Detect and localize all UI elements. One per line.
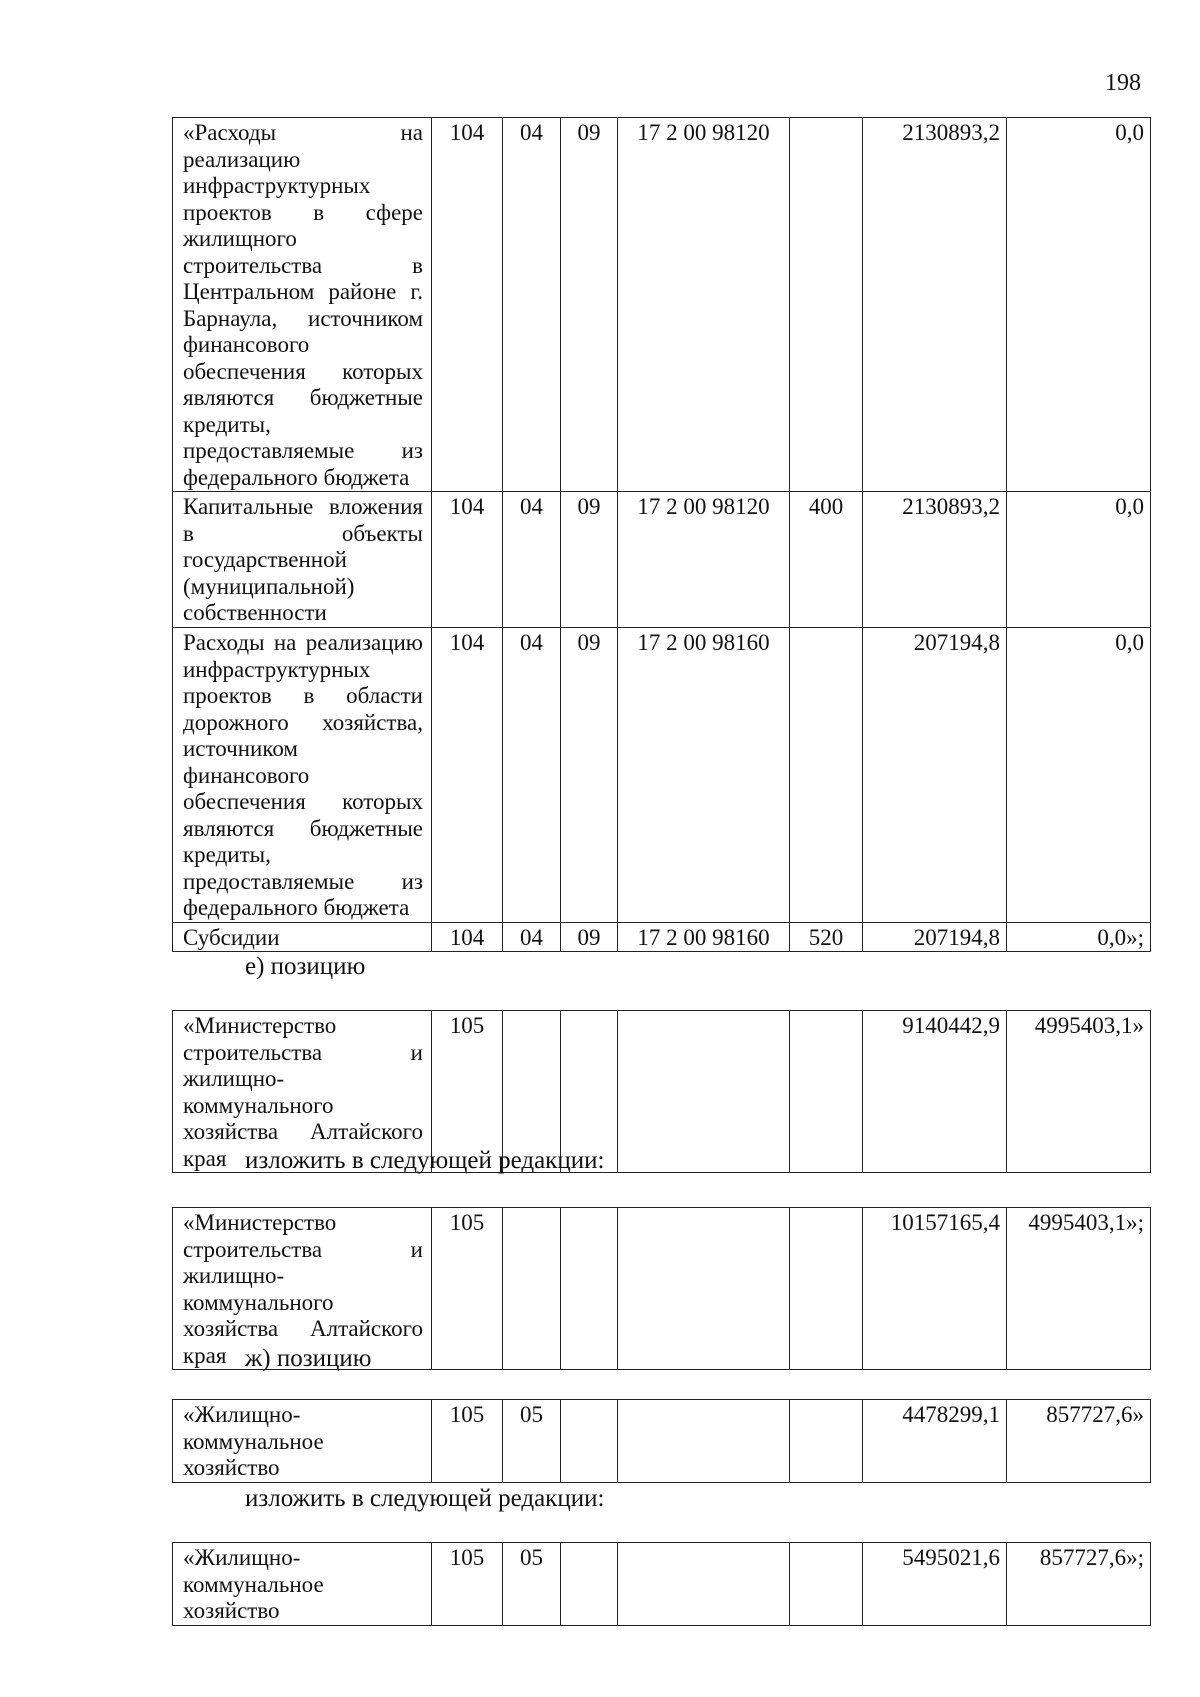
cell-subsection: 09 [561,492,618,628]
cell-amount-1: 4478299,1 [863,1400,1007,1483]
cell-expense-type [790,628,863,923]
cell-amount-2: 857727,6» [1007,1400,1151,1483]
cell-section: 04 [503,118,561,492]
cell-code: 104 [432,628,503,923]
cell-amount-1: 5495021,6 [863,1543,1007,1626]
cell-target-article: 17 2 00 98120 [618,492,790,628]
table-row [173,628,1151,923]
paragraph-position-zh: ж) позицию [245,1345,372,1372]
position-table-old-housing [172,1399,1151,1483]
paragraph-position-e: е) позицию [245,953,366,980]
cell-subsection [561,1400,618,1483]
cell-subsection: 09 [561,922,618,952]
cell-subsection [561,1543,618,1626]
row-name: Расходы на реализацию инфраструктурных проектов в области дорожного хозяйства, источником финансового обеспечения которых являются бюджетные кредиты, предоставляемые из федерального бюджета [173,628,432,923]
cell-expense-type [790,118,863,492]
cell-code: 105 [432,1543,503,1626]
cell-expense-type [790,1543,863,1626]
cell-target-article: 17 2 00 98160 [618,628,790,923]
cell-amount-1: 9140442,9 [863,1011,1007,1173]
table-row [173,1543,1151,1626]
cell-expense-type: 520 [790,922,863,952]
cell-section: 04 [503,492,561,628]
cell-section: 04 [503,628,561,923]
cell-target-article [618,1208,790,1370]
cell-amount-1: 2130893,2 [863,492,1007,628]
cell-amount-2: 857727,6»; [1007,1543,1151,1626]
cell-section: 05 [503,1543,561,1626]
cell-amount-2: 0,0»; [1007,922,1151,952]
paragraph-restate-2: изложить в следующей редакции: [245,1485,605,1512]
row-name: «Министерство строительства и жилищно-коммунального хозяйства Алтайского края [173,1011,432,1173]
cell-code: 104 [432,922,503,952]
page-number: 198 [1105,70,1141,96]
cell-target-article: 17 2 00 98160 [618,922,790,952]
row-name: «Расходы на реализацию инфраструктурных проектов в сфере жилищного строительства в Центральном районе г. Барнаула, источником финансового обеспечения которых являются бюджетные кредиты, предоставляемые из федерального бюджета [173,118,432,492]
row-name: Капитальные вложения в объекты государственной (муниципальной) собственности [173,492,432,628]
cell-amount-2: 0,0 [1007,628,1151,923]
cell-amount-2: 0,0 [1007,492,1151,628]
cell-expense-type: 400 [790,492,863,628]
cell-amount-2: 4995403,1» [1007,1011,1151,1173]
row-name: «Жилищно-коммунальное хозяйство [173,1400,432,1483]
cell-amount-1: 207194,8 [863,922,1007,952]
table-row [173,922,1151,952]
cell-amount-1: 207194,8 [863,628,1007,923]
budget-table-main [172,117,1151,952]
cell-expense-type [790,1208,863,1370]
position-table-new-housing [172,1542,1151,1626]
cell-subsection [561,1208,618,1370]
cell-subsection: 09 [561,628,618,923]
cell-amount-1: 10157165,4 [863,1208,1007,1370]
cell-code: 105 [432,1011,503,1173]
row-name: «Жилищно-коммунальное хозяйство [173,1543,432,1626]
cell-code: 105 [432,1208,503,1370]
cell-target-article [618,1400,790,1483]
cell-section: 04 [503,922,561,952]
cell-target-article [618,1543,790,1626]
cell-expense-type [790,1400,863,1483]
paragraph-restate-1: изложить в следующей редакции: [245,1147,605,1174]
table-row [173,118,1151,492]
cell-code: 104 [432,492,503,628]
cell-amount-2: 4995403,1»; [1007,1208,1151,1370]
row-name: Субсидии [173,922,432,952]
cell-section: 05 [503,1400,561,1483]
cell-target-article [618,1011,790,1173]
cell-code: 104 [432,118,503,492]
cell-target-article: 17 2 00 98120 [618,118,790,492]
cell-amount-1: 2130893,2 [863,118,1007,492]
cell-code: 105 [432,1400,503,1483]
row-name: «Министерство строительства и жилищно-коммунального хозяйства Алтайского края [173,1208,432,1370]
table-row [173,1400,1151,1483]
cell-expense-type [790,1011,863,1173]
cell-section [503,1208,561,1370]
table-row [173,492,1151,628]
cell-amount-2: 0,0 [1007,118,1151,492]
cell-subsection: 09 [561,118,618,492]
